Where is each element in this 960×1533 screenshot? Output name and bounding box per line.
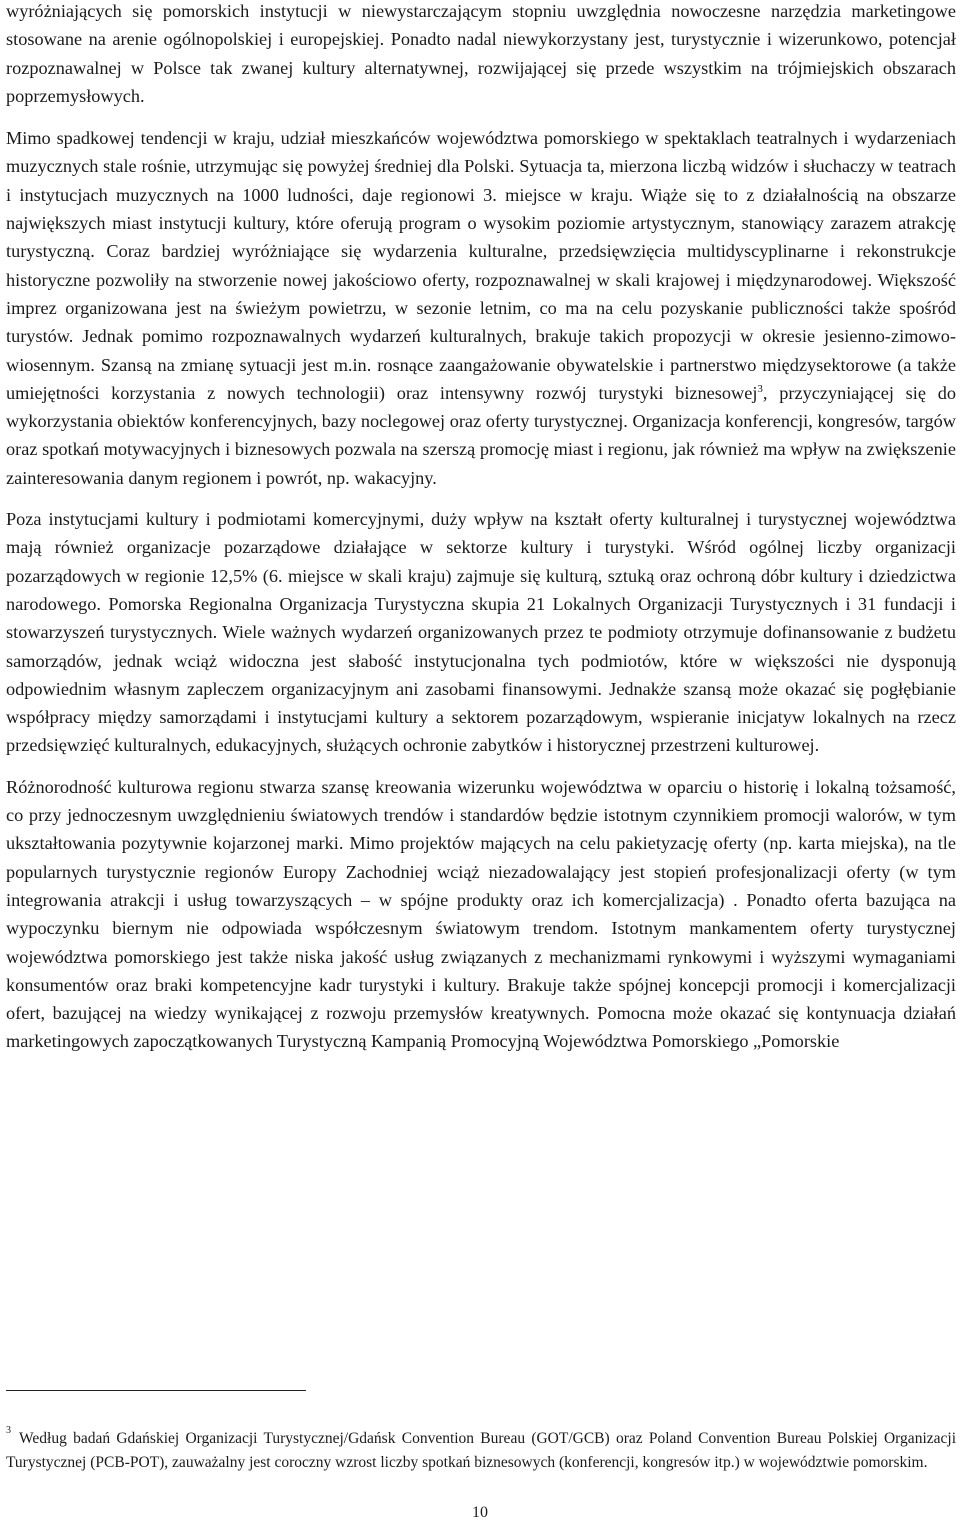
- paragraph-ngo-organizations: Poza instytucjami kultury i podmiotami komercyjnymi, duży wpływ na kształt oferty kulturalnej i turystycznej województwa mają również organizacje pozarządowe działające w sektorze kultury i turystyki. Wśród ogólnej liczby organizacji pozarządowych w regionie 12,5% (6. miejsce w skali kraju) zajmuje się kulturą, sztuką oraz ochroną dóbr kultury i dziedzictwa narodowego. Pomorska Regionalna Organizacja Turystyczna skupia 21 Lokalnych Organizacji Turystycznych i 31 fundacji i stowarzyszeń turystycznych. Wiele ważnych wydarzeń organizowanych przez te podmioty otrzymuje dofinansowanie z budżetu samorządów, jednak wciąż widoczna jest słabość instytucjonalna tych podmiotów, które w większości nie dysponują odpowiednim własnym zapleczem organizacyjnym ani zasobami finansowymi. Jednakże szansą może okazać się pogłębianie współpracy między samorządami i instytucjami kultury a sektorem pozarządowym, wspieranie inicjatyw lokalnych na rzecz przedsięwzięć kulturalnych, edukacyjnych, służących ochronie zabytków i historycznej przestrzeni kulturowej.: [6, 509, 956, 756]
- paragraph-text-part-1: Mimo spadkowej tendencji w kraju, udział mieszkańców województwa pomorskiego w spektaklach teatralnych i wydarzeniach muzycznych stale rośnie, utrzymując się powyżej średniej dla Polski. Sytuacja ta, mierzona liczbą widzów i słuchaczy w teatrach i instytucjach muzycznych na 1000 ludności, daje regionowi 3. miejsce w kraju. Wiąże się to z działalnością na obszarze największych miast instytucji kultury, które oferują program o wysokim poziomie artystycznym, stanowiący zarazem atrakcję turystyczną. Coraz bardziej wyróżniające się wydarzenia kulturalne, przedsięwzięcia multidyscyplinarne i rekonstrukcje historyczne pozwoliły na stworzenie nowej jakościowo oferty, rozpoznawalnej w skali krajowej i międzynarodowej. Większość imprez organizowana jest na świeżym powietrzu, w sezonie letnim, co ma na celu pozyskanie publiczności także spośród turystów. Jednak pomimo rozpoznawalnych wydarzeń kulturalnych, brakuje takich propozycji w okresie jesienno-zimowo-wiosennym. Szansą na zmianę sytuacji jest m.in. rosnące zaangażowanie obywatelskie i partnerstwo międzysektorowe (a także umiejętności korzystania z nowych technologii) oraz intensywny rozwój turystyki biznesowej: [6, 128, 956, 403]
- paragraph-cultural-diversity: Różnorodność kulturowa regionu stwarza szansę kreowania wizerunku województwa w oparciu o historię i lokalną tożsamość, co przy jednoczesnym uwzględnieniu światowych trendów i standardów będzie istotnym czynnikiem promocji walorów, w tym ukształtowania pozytywnie kojarzonej marki. Mimo projektów mających na celu pakietyzację oferty (np. karta miejska), na tle popularnych turystycznie regionów Europy Zachodniej wciąż niezadowalający jest stopień profesjonalizacji oferty (w tym integrowania atrakcji i usług towarzyszących – w spójne produkty oraz ich komercjalizacja) . Ponadto oferta bazująca na wypoczynku biernym nie odpowiada współczesnym światowym trendom. Istotnym mankamentem oferty turystycznej województwa pomorskiego jest także niska jakość usług związanych z mechanizmami rynkowymi i wyższymi wymaganiami konsumentów oraz braki kompetencyjne kadr turystyki i kultury. Brakuje także spójnej koncepcji promocji i komercjalizacji ofert, bazującej na wiedzy wynikającej z rozwoju przemysłów kreatywnych. Pomocna może okazać się kontynuacja działań marketingowych zapoczątkowanych Turystyczną Kampanią Promocyjną Województwa Pomorskiego „Pomorskie: [6, 776, 956, 1052]
- document-page: [6, 0, 956, 1056]
- paragraph-marketing-tools: wyróżniających się pomorskich instytucji w niewystarczającym stopniu uwzględnia nowoczesne narzędzia marketingowe stosowane na arenie ogólnopolskiej i europejskiej. Ponadto nadal niewykorzystany jest, turystycznie i wizerunkowo, potencjał rozpoznawalnej w Polsce tak zwanej kultury alternatywnej, rozwijającej się przede wszystkim na trójmiejskich obszarach poprzemysłowych.: [6, 1, 956, 106]
- paragraph-theatre-music-participation: [6, 124, 956, 492]
- footnote-marker: 3: [6, 1425, 11, 1436]
- paragraph-text-part-2: , przyczyniającej się do wykorzystania obiektów konferencyjnych, bazy noclegowej oraz oferty turystycznej. Organizacja konferencji, kongresów, targów oraz spotkań motywacyjnych i biznesowych pozwala na szerszą promocję miast i regionu, jak również ma wpływ na zwiększenie zainteresowania danym regionem i powrót, np. wakacyjny.: [6, 382, 956, 488]
- footnote-text: Według badań Gdańskiej Organizacji Turystycznej/Gdańsk Convention Bureau (GOT/GCB) oraz Poland Convention Bureau Polskiej Organizacji Turystycznej (PCB-POT), zauważalny jest coroczny wzrost liczby spotkań biznesowych (konferencji, kongresów itp.) w województwie pomorskim.: [6, 1430, 956, 1471]
- footnote: [6, 1427, 956, 1474]
- footnote-reference[interactable]: 3: [757, 382, 763, 395]
- page-number: 10: [472, 1504, 488, 1521]
- footnote-divider: [6, 1390, 306, 1391]
